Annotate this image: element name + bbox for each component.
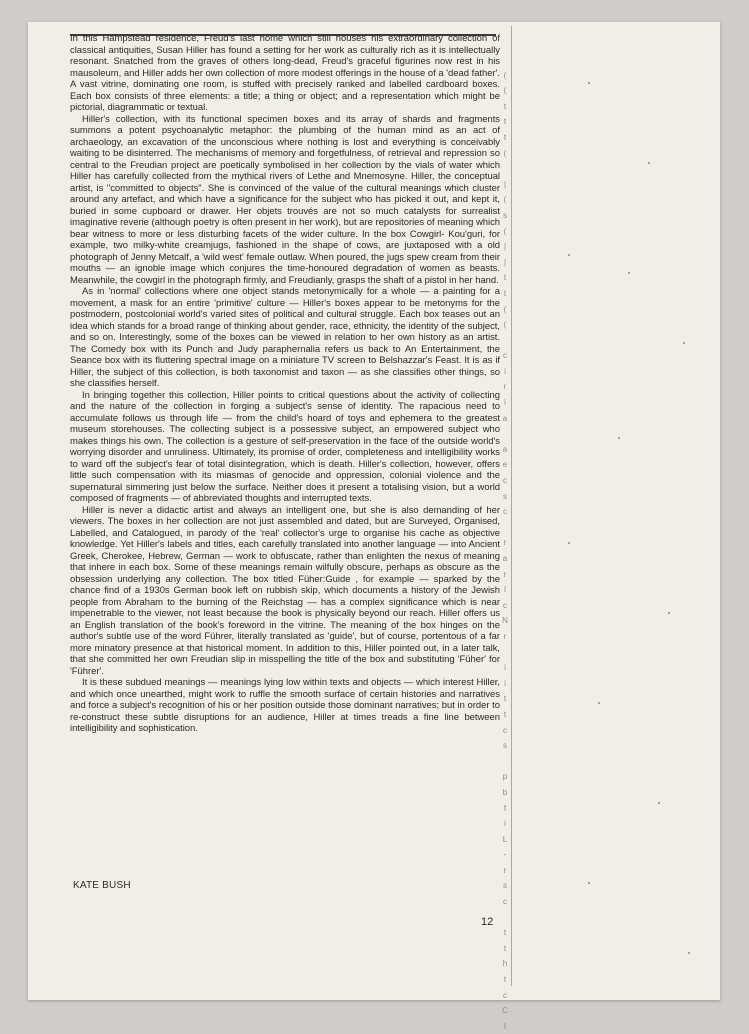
paper-speck [598,702,600,704]
paper-speck [648,162,650,164]
show-through-text: ( ( t t t ( | ( s ( | | t t ( ( c i r i a a e c s c r a r l c N r i i t t c s p b f i L - r s c t t h t c C I [502,70,508,1031]
paper-speck [588,882,590,884]
paper-speck [588,82,590,84]
paper-speck [688,952,690,954]
paragraph-2: Hiller's collection, with its functional specimen boxes and its array of shards and fragments summons a potent psychoanalytic metaphor: the plumbing of the human mind as an act of archaeology, an excavation of the unconscious where nothing is lost and everything is conceivably waiting to be disinterred. The mechanisms of memory and forgetfulness, of retrieval and repression so central to the Freudian project are poetically symbolised in her collection by the vials of water which Hiller has carefully collected from the mythical rivers of Lethe and Mnemosyne. Hiller, the conceptual artist, is "committed to objects". She is convinced of the value of the cultural meanings which cluster around any artefact, and which have a significance for the subject who has picked it out, and kept it, buried in some cupboard or drawer. Her objets trouvés are not so much catalysts for surrealist imaginative reverie (although poetry is often present in her work), but are repositories of meaning which bear witness to more or less disturbing facets of the wider culture. In the box Cowgirl- Kou'guri, for example, two milky-white creamjugs, fashioned in the shape of cows, are juxtaposed with a old photograph of Jenny Metcalf, a 'wild west' female outlaw. When poured, the jugs spew cream from their mouths — an ignoble image which conjures the time-honoured degradation of women as beasts. Meanwhile, the cowgirl in the photograph firmly, and Freudianly, grasps the shaft of a pistol in her hand. [70,113,500,286]
paper-speck [618,437,620,439]
paper-speck [658,802,660,804]
paper-speck [668,612,670,614]
paper-speck [683,342,685,344]
paper-speck [568,542,570,544]
article-body [70,33,500,735]
paragraph-5: Hiller is never a didactic artist and always an intelligent one, but she is also demanding of her viewers. The boxes in her collection are not just assembled and dated, but are Surveyed, Organised, Labelled, and Catalogued, in parody of the 'real' collector's urge to organise his cache as objective knowledge. Yet Hiller's labels and titles, each carefully translated into another language — into Ancient Greek, Cherokee, Hebrew, German — work to obfuscate, rather than enlighten the nexus of meaning that inhere in each box. Some of these meanings remain wilfully obscure, perhaps as obscure as the obsession underlying any collection. The box titled Füher:Guide , for example — sparked by the chance find of a 1930s German book left on rubbish skip, which documents a history of the Jewish people from Abraham to the burning of the Reichstag — has a complex significance which is near impenetrable to the viewer, not least because the book is physically beyond our reach. Hiller offers us an English translation of the book's foreword in the vitrine. The meaning of the box hinges on the author's subtle use of the word Führer, literally translated as 'guide', but of course, portentous of a far more minatory presence at that historical moment. In addition to this, Hiller pointed out, in a later talk, that she committed her own Freudian slip in misspelling the title of the box and substituting 'Füher' for 'Führer'. [70,504,500,677]
paper-speck [568,254,570,256]
paragraph-6: It is these subdued meanings — meanings lying low within texts and objects — which interest Hiller, and which once unearthed, might work to ruffle the smooth surface of certain histories and narratives and force a subject's recognition of his or her position outside those dominant narratives; but in order to re-construct these subtle disruptions for an audience, Hiller at times treads a fine line between intelligibility and sophistication. [70,677,500,734]
document-page [28,22,720,1031]
author-name: KATE BUSH [73,880,131,891]
paragraph-1: In this Hampstead residence, Freud's last home which still houses his extraordinary collection of classical antiquities, Susan Hiller has found a setting for her work as culturally rich as it is intellectually resonant. Snatched from the graves of others long-dead, Freud's graceful figurines now rest in his mausoleum, and Hiller adds her own collection of more modest offerings in the house of a 'dead father'. A vast vitrine, dominating one room, is stuffed with precisely ranked and labelled cardboard boxes. Each box consists of three elements: a title; a thing or object; and a representation which might be pictorial, diagrammatic or textual. [70,33,500,113]
paragraph-3: As in 'normal' collections where one object stands metonymically for a whole — a painting for a movement, a mask for an entire 'primitive' culture — Hiller's boxes appear to be metonyms for the postmodern, postcolonial world's varied sites of political and cultural struggle. Each box teases out an idea which stands for a broad range of thinking about gender, race, ethnicity, the identity of the subject, and so on. Interestingly, some of the boxes can be viewed in relation to her own history as an artist. The Comedy box with its Punch and Judy paraphernalia refers us back to An Entertainment, the Seance box with its fluttering spectral image on a miniature TV screen to Belshazzar's Feast. It is as if Hiller, the subject of this collection, is both taxonomist and taxon — as she classifies other things, so she classifies herself. [70,286,500,389]
paragraph-4: In bringing together this collection, Hiller points to critical questions about the activity of collecting and the nature of the collection in forging a subject's sense of identity. The rapacious need to accumulate follows us through life — from the child's hoard of toys and ephemera to the greatest museum storehouses. The collecting subject is a possessive subject, an empowered subject who makes things his own. The collection is a gesture of self-preservation in the face of the outside world's worrying disorder and unruliness. Ultimately, its promise of order, completeness and intelligibility works to ward off the subject's fear of total disintegration, which is death. Hiller's collection, however, offers little such compensation with its miasmas of genocide and oppression, colonial violence and the supernatural simmering just below the surface. Neither does it present a totalising vision, but a world composed of fragments — of abbreviated thoughts and interrupted texts. [70,389,500,504]
paper-speck [628,272,630,274]
page-number: 12 [481,916,494,928]
